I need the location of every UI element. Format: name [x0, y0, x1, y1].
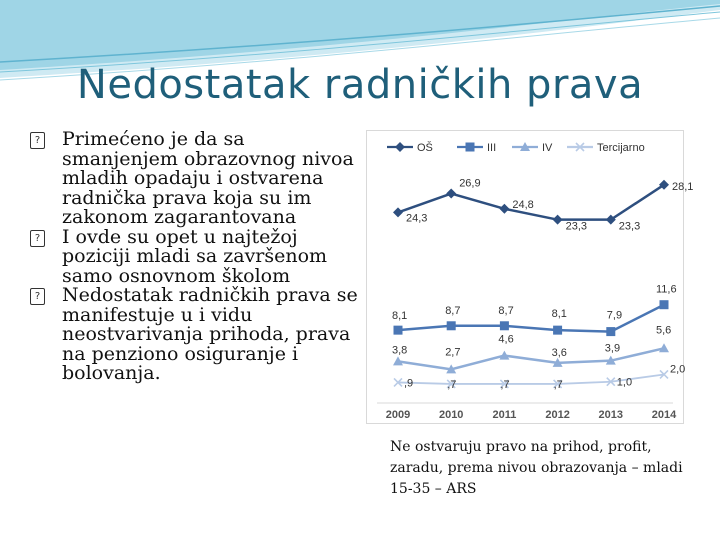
data-label: ,9: [404, 377, 414, 390]
data-label: 5,6: [656, 324, 672, 337]
series-line-2: [398, 348, 664, 369]
bullet-icon: ?: [30, 288, 45, 305]
data-label: 3,8: [392, 344, 408, 357]
bullet-text: Primećeno je da sa smanjenjem obrazovnog nivoa mladih opadaju i ostvarena radnička prava koja su im zakonom zagarantovana: [62, 128, 354, 228]
data-label: 2,0: [670, 363, 686, 376]
data-label: 8,1: [551, 308, 567, 321]
data-label: 28,1: [672, 180, 694, 193]
slide-title: Nedostatak radničkih prava: [76, 62, 644, 108]
x-tick-label: 2012: [545, 409, 570, 421]
data-label: 23,3: [618, 220, 641, 233]
data-label: ,7: [553, 378, 563, 391]
bullet-item: [30, 286, 360, 384]
data-label: 8,7: [498, 304, 514, 317]
bullet-list: [30, 130, 360, 384]
legend-label: IV: [542, 142, 553, 154]
chart-caption: Ne ostvaruju pravo na prihod, profit, zaradu, prema nivou obrazovanja – mladi 15-35 – ARS: [390, 439, 683, 497]
x-tick-label: 2010: [438, 409, 464, 421]
data-label: 23,3: [565, 220, 588, 233]
x-tick-label: 2013: [598, 409, 624, 421]
data-label: 26,9: [459, 177, 481, 190]
legend-marker-1: [466, 143, 475, 152]
x-tick-label: 2014: [651, 409, 677, 421]
legend-marker-0: [395, 142, 405, 152]
data-point: [447, 321, 456, 330]
x-tick-label: 2011: [492, 409, 517, 421]
data-point: [500, 321, 509, 330]
data-label: 7,9: [606, 309, 623, 322]
data-point: [394, 326, 403, 335]
data-label: 8,7: [445, 304, 461, 317]
data-label: 4,6: [498, 333, 514, 346]
data-point: [446, 189, 456, 199]
legend-label: OŠ: [417, 142, 433, 154]
bullet-item: [30, 225, 360, 287]
data-label: 11,6: [656, 283, 677, 296]
data-label: ,7: [500, 378, 510, 391]
bullet-icon: ?: [30, 132, 45, 149]
bullet-text: Nedostatak radničkih prava se manifestuje u i vidu neostvarivanja prihoda, prava na penziono osiguranje i bolovanja.: [62, 284, 358, 384]
data-point: [553, 326, 562, 335]
legend-label: Tercijarno: [597, 142, 645, 154]
bullet-text: I ovde su opet u najtežoj poziciji mladi sa završenom samo osnovnom školom: [62, 225, 328, 287]
data-label: 1,0: [616, 376, 633, 389]
x-tick-label: 2009: [385, 409, 411, 421]
data-point: [659, 343, 669, 352]
data-point: [393, 207, 403, 217]
data-point: [606, 327, 615, 336]
data-label: ,7: [447, 378, 457, 391]
data-point: [660, 300, 669, 309]
data-label: 3,9: [604, 342, 621, 355]
data-label: 24,8: [512, 198, 534, 211]
data-label: 8,1: [392, 310, 408, 323]
line-chart: [366, 130, 694, 424]
data-point: [553, 215, 563, 225]
bullet-icon: ?: [30, 230, 45, 247]
series-line-1: [398, 305, 664, 332]
legend-label: III: [487, 142, 497, 154]
data-label: 24,3: [406, 212, 428, 225]
bullet-item: [30, 130, 360, 228]
data-label: 2,7: [445, 346, 461, 359]
data-label: 3,6: [551, 346, 567, 359]
data-point: [499, 204, 509, 214]
chart-canvas: [367, 131, 694, 423]
